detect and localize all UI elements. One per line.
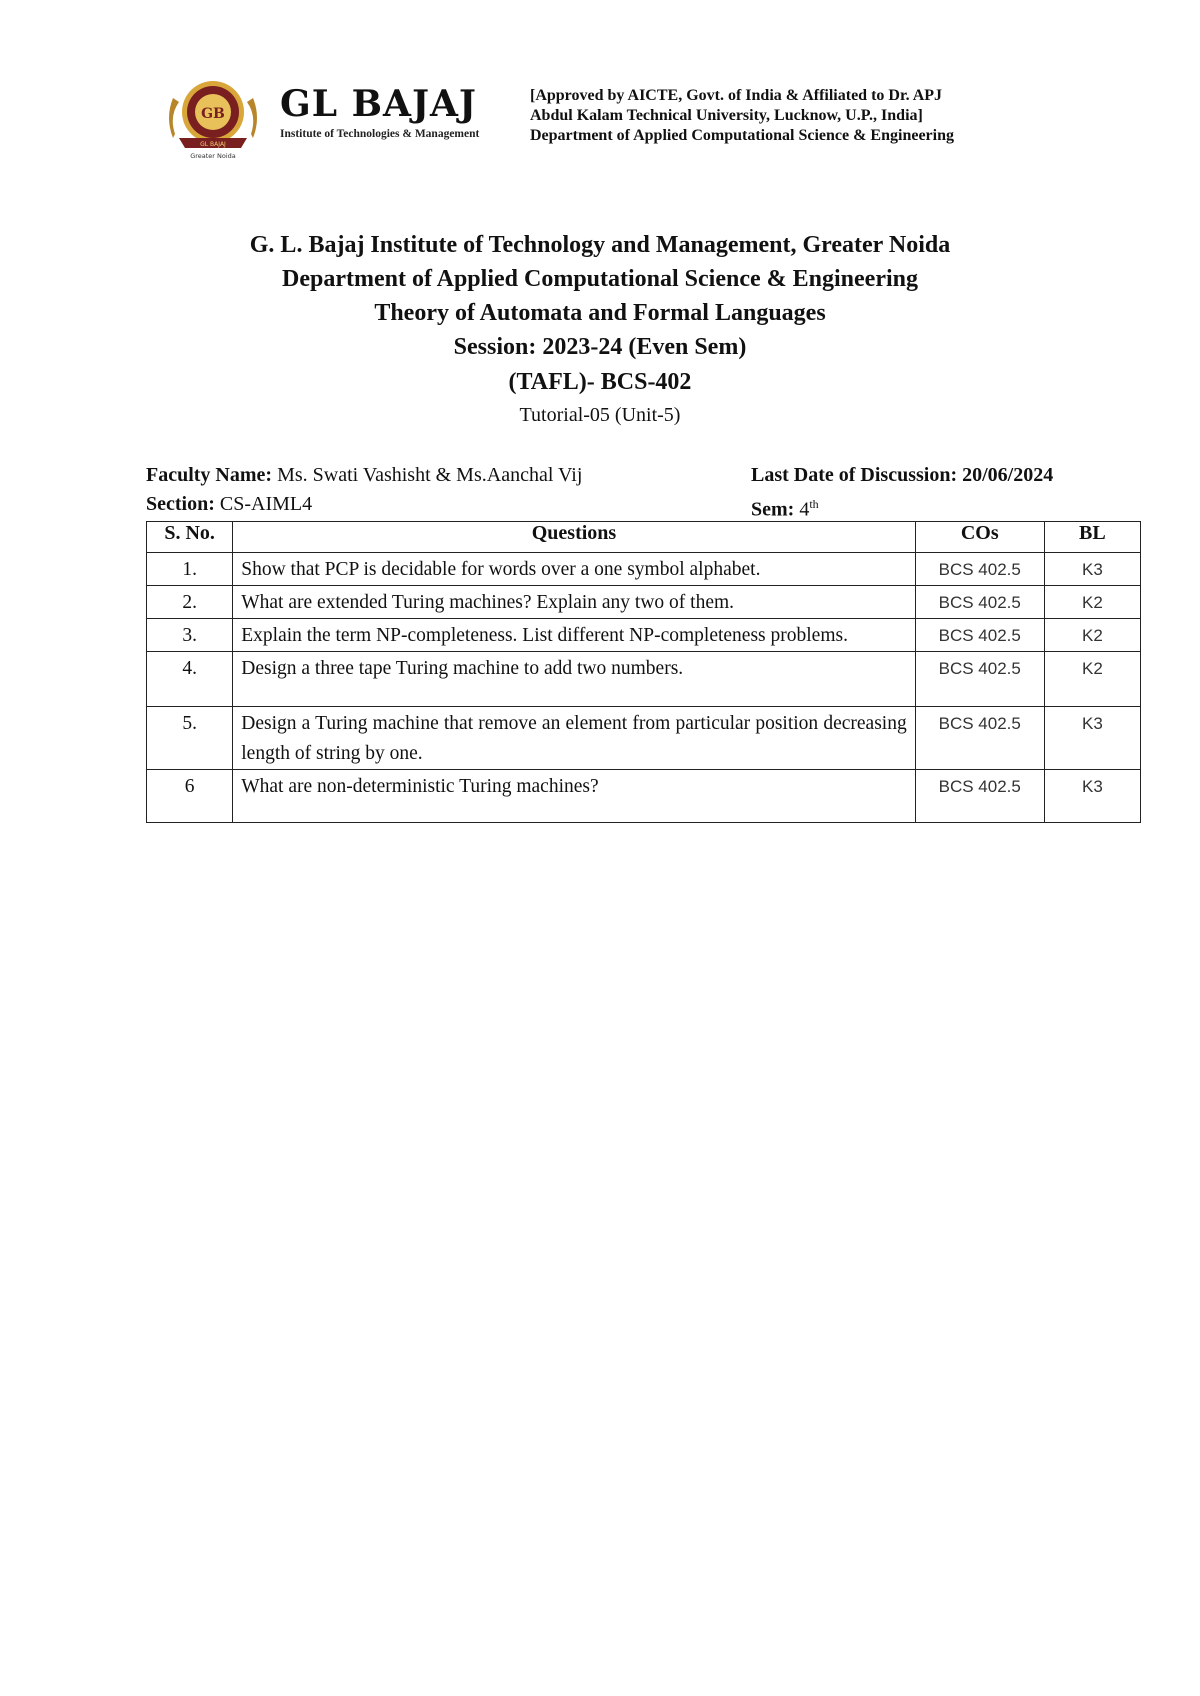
cell-bl: K2 [1044, 652, 1140, 707]
header-sno: S. No. [147, 522, 233, 553]
subject-title: Theory of Automata and Formal Languages [374, 300, 826, 326]
approval-note [530, 86, 954, 146]
cell-question: Design a Turing machine that remove an element from particular position decreasing length of string by one. [233, 707, 915, 770]
table-row [147, 707, 1141, 770]
cell-question: What are extended Turing machines? Explain any two of them. [233, 586, 915, 619]
section: Section: CS-AIML4 [146, 493, 313, 515]
table-header-row [147, 522, 1141, 553]
cell-sno: 2. [147, 586, 233, 619]
table-row [147, 652, 1141, 707]
cell-bl: K2 [1044, 586, 1140, 619]
faculty-name: Faculty Name: Ms. Swati Vashisht & Ms.Aanchal Vij [146, 464, 583, 486]
table-row [147, 770, 1141, 823]
meta-info [146, 461, 1136, 519]
table-row [147, 586, 1141, 619]
institute-seal-logo [165, 76, 261, 160]
cell-co: BCS 402.5 [915, 619, 1044, 652]
cell-question: Explain the term NP-completeness. List different NP-completeness problems. [233, 619, 915, 652]
cell-sno: 6 [147, 770, 233, 823]
cell-co: BCS 402.5 [915, 652, 1044, 707]
svg-text:Greater Noida: Greater Noida [190, 152, 236, 160]
cell-sno: 1. [147, 553, 233, 586]
header-questions: Questions [233, 522, 915, 553]
letterhead [165, 72, 1045, 162]
semester: Sem: 4th [751, 497, 819, 521]
header-bl: BL [1044, 522, 1140, 553]
institute-title: G. L. Bajaj Institute of Technology and Management, Greater Noida [249, 232, 951, 258]
last-date: Last Date of Discussion: 20/06/2024 [751, 464, 1054, 486]
table-row [147, 619, 1141, 652]
cell-sno: 4. [147, 652, 233, 707]
cell-bl: K2 [1044, 619, 1140, 652]
cell-bl: K3 [1044, 707, 1140, 770]
cell-sno: 3. [147, 619, 233, 652]
cell-question: What are non-deterministic Turing machines? [233, 770, 915, 823]
title-block [0, 228, 1200, 430]
cell-question: Show that PCP is decidable for words over a one symbol alphabet. [233, 553, 915, 586]
approval-line: [Approved by AICTE, Govt. of India & Affiliated to Dr. APJ [530, 87, 943, 104]
brand [280, 84, 479, 140]
brand-subtitle: Institute of Technologies & Management [280, 128, 480, 140]
approval-line: Department of Applied Computational Science & Engineering [530, 127, 954, 144]
header-cos: COs [915, 522, 1044, 553]
questions-table [146, 521, 1141, 823]
svg-text:GL BAJAJ: GL BAJAJ [200, 141, 226, 148]
course-code: (TAFL)- BCS-402 [508, 369, 692, 395]
brand-name: GL BAJAJ [280, 83, 477, 125]
session-title: Session: 2023-24 (Even Sem) [453, 334, 747, 360]
department-title: Department of Applied Computational Science & Engineering [282, 266, 918, 292]
cell-co: BCS 402.5 [915, 586, 1044, 619]
cell-co: BCS 402.5 [915, 707, 1044, 770]
tutorial-title: Tutorial-05 (Unit-5) [519, 404, 681, 426]
cell-bl: K3 [1044, 770, 1140, 823]
cell-co: BCS 402.5 [915, 770, 1044, 823]
cell-question: Design a three tape Turing machine to add two numbers. [233, 652, 915, 707]
svg-text:GB: GB [201, 106, 225, 122]
cell-co: BCS 402.5 [915, 553, 1044, 586]
cell-sno: 5. [147, 707, 233, 770]
cell-bl: K3 [1044, 553, 1140, 586]
approval-line: Abdul Kalam Technical University, Lucknow, U.P., India] [530, 107, 923, 124]
table-row [147, 553, 1141, 586]
